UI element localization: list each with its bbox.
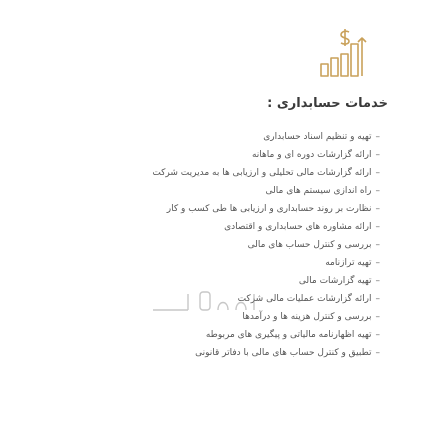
service-item-label: ارائه مشاوره های حسابداری و اقتصادی <box>224 222 372 232</box>
service-item <box>40 236 380 254</box>
service-item-label: تهیه ترازنامه <box>325 258 372 268</box>
service-item <box>40 308 380 326</box>
service-item-label: بررسی و کنترل هزینه ها و درآمدها <box>242 312 372 322</box>
list-dash: – <box>375 204 380 214</box>
service-item <box>40 164 380 182</box>
accounting-chart-dollar-icon <box>318 28 378 80</box>
service-item-label: ارائه گزارشات عملیات مالی شرکت <box>237 294 372 304</box>
service-item <box>40 182 380 200</box>
service-item-label: بررسی و کنترل حساب های مالی <box>247 240 372 250</box>
list-dash: – <box>375 258 380 268</box>
service-item <box>40 200 380 218</box>
service-item <box>40 326 380 344</box>
section-title: خدمات حسابداری : <box>267 96 388 111</box>
service-item-label: ارائه گزارشات مالی تحلیلی و ارزیابی ها به مدیریت شرکت <box>152 168 372 178</box>
service-item <box>40 128 380 146</box>
list-dash: – <box>375 222 380 232</box>
service-item <box>40 254 380 272</box>
service-item-label: تهیه اظهارنامه مالیاتی و پیگیری های مربوطه <box>205 330 372 340</box>
service-item <box>40 146 380 164</box>
service-item-label: تطبیق و کنترل حساب های مالی با دفاتر قانونی <box>195 348 372 358</box>
service-item <box>40 290 380 308</box>
list-dash: – <box>375 294 380 304</box>
service-item <box>40 218 380 236</box>
list-dash: – <box>375 276 380 286</box>
service-item-label: تهیه و تنظیم اسناد حسابداری <box>263 132 372 142</box>
list-dash: – <box>375 312 380 322</box>
service-item-label: نظارت بر روند حسابداری و ارزیابی ها طی کسب و کار <box>166 204 372 214</box>
list-dash: – <box>375 186 380 196</box>
service-item-label: ارائه گزارشات دوره ای و ماهانه <box>251 150 372 160</box>
service-item <box>40 344 380 362</box>
services-list <box>40 128 380 362</box>
list-dash: – <box>375 132 380 142</box>
list-dash: – <box>375 348 380 358</box>
list-dash: – <box>375 240 380 250</box>
service-item <box>40 272 380 290</box>
service-item-label: تهیه گزارشات مالی <box>298 276 372 286</box>
service-item-label: راه اندازی سیستم های مالی <box>265 186 372 196</box>
list-dash: – <box>375 330 380 340</box>
list-dash: – <box>375 168 380 178</box>
list-dash: – <box>375 150 380 160</box>
